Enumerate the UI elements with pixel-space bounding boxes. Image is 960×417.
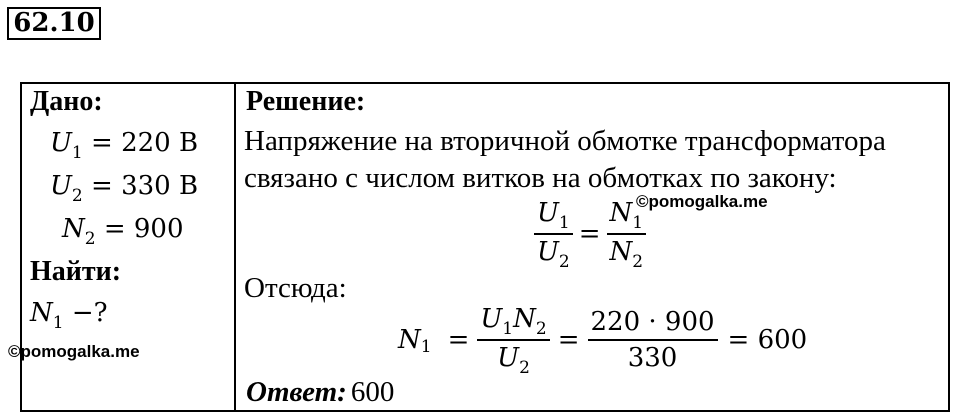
equals-sign: =	[578, 219, 601, 249]
solution-line-2: связано с числом витков на обмотках по закону:	[244, 162, 837, 194]
symbol: N	[609, 198, 633, 228]
given-symbol: U	[50, 128, 72, 158]
given-symbol: N	[62, 214, 85, 244]
symbol: N	[513, 304, 536, 334]
answer-value: 600	[350, 376, 395, 408]
result-value: = 600	[727, 325, 808, 355]
formula-result	[398, 302, 807, 378]
numerator: 220 · 900	[590, 307, 715, 337]
index: 2	[535, 319, 547, 339]
index: 1	[420, 337, 432, 357]
index: 2	[519, 358, 530, 378]
given-item-u1	[50, 128, 199, 163]
column-divider	[234, 84, 236, 410]
symbol: U	[497, 343, 520, 373]
fraction-u1n2-u2	[477, 302, 549, 378]
find-index: 1	[52, 313, 64, 333]
symbol: U	[537, 237, 559, 267]
index: 1	[558, 213, 570, 233]
find-heading: Найти:	[30, 256, 122, 287]
find-item	[30, 298, 108, 333]
formula-ratio	[534, 196, 646, 272]
symbol: N	[398, 325, 421, 355]
given-index: 2	[84, 229, 96, 249]
find-value: −?	[71, 298, 108, 328]
solution-line-1: Напряжение на вторичной обмотке трансформатора	[244, 125, 886, 157]
watermark-top: ©pomogalka.me	[636, 192, 768, 211]
given-heading: Дано:	[30, 86, 103, 117]
answer-label: Ответ:	[246, 376, 347, 408]
index: 1	[632, 213, 644, 233]
given-index: 1	[71, 143, 83, 163]
watermark-left: ©pomogalka.me	[8, 342, 140, 361]
given-index: 2	[71, 186, 83, 206]
fraction-u1-u2	[534, 196, 573, 272]
symbol: N	[609, 237, 633, 267]
hence-label: Отсюда:	[244, 272, 347, 304]
given-value: = 220 В	[91, 128, 199, 158]
find-symbol: N	[30, 298, 53, 328]
symbol: U	[480, 304, 503, 334]
solution-heading: Решение:	[246, 86, 366, 117]
index: 2	[558, 252, 570, 272]
index: 1	[502, 319, 514, 339]
equals-sign: =	[557, 325, 580, 355]
given-value: = 330 В	[91, 171, 199, 201]
symbol: U	[537, 198, 559, 228]
equals-sign: =	[447, 325, 470, 355]
given-item-u2	[50, 171, 199, 206]
fraction-numeric	[588, 305, 718, 375]
given-item-n2	[62, 214, 184, 249]
given-value: = 900	[103, 214, 184, 244]
solution-table	[8, 82, 950, 412]
index: 2	[632, 252, 644, 272]
given-symbol: U	[50, 171, 72, 201]
problem-number: 62.10	[7, 7, 101, 40]
denominator: 330	[627, 343, 678, 373]
answer-line	[246, 376, 394, 409]
